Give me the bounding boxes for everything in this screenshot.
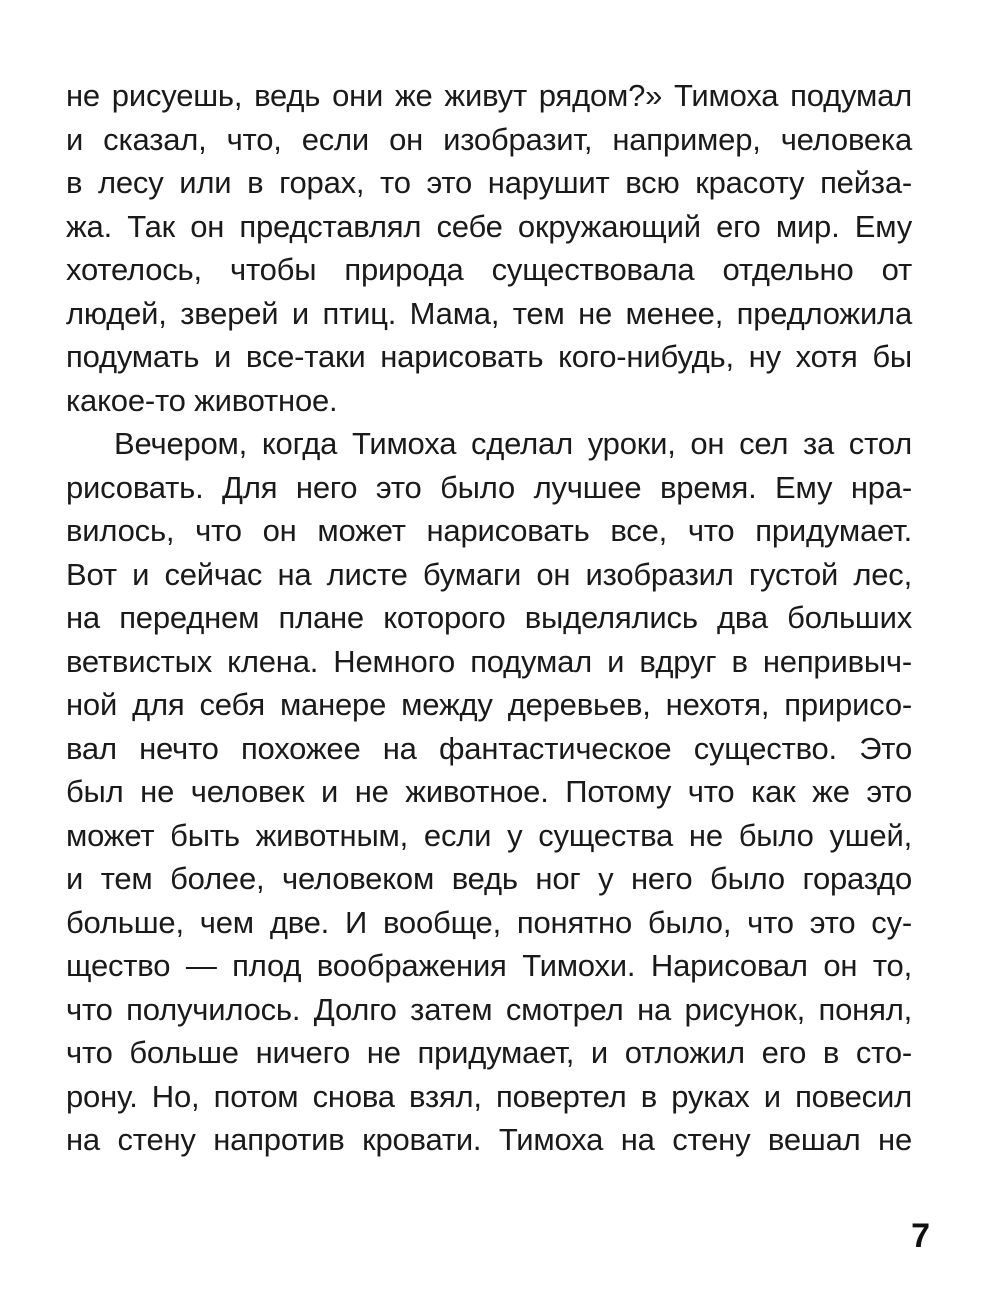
page-number: 7 [911, 1217, 930, 1255]
text-line: Вот и сейчас на листе бумаги он изобразил густой лес, [66, 556, 912, 592]
text-line: и тем более, человеком ведь ног у него было гораздо [66, 861, 912, 896]
text-line: щество — плод воображения Тимохи. Нарисовал он то, [66, 948, 912, 983]
body-text [66, 74, 912, 1162]
text-line: на стену напротив кровати. Тимоха на стену вешал не [66, 1122, 912, 1157]
text-line: людей, зверей и птиц. Мама, тем не менее, предложила [66, 295, 912, 331]
paragraph-end-line: какое-то животное. [66, 382, 338, 418]
text-line: ветвистых клена. Немного подумал и вдруг в непривыч- [66, 643, 912, 679]
text-line: хотелось, чтобы природа существовала отдельно от [66, 252, 912, 287]
text-line: рону. Но, потом снова взял, повертел в руках и повесил [66, 1078, 912, 1114]
text-line: вилось, что он может нарисовать все, что придумает. [66, 513, 912, 548]
text-line: больше, чем две. И вообще, понятно было, что это су- [66, 904, 912, 940]
text-line: жа. Так он представлял себе окружающий его мир. Ему [66, 208, 912, 244]
text-line: что получилось. Долго затем смотрел на рисунок, понял, [66, 991, 912, 1027]
text-line: рисовать. Для него это было лучшее время. Ему нра- [66, 469, 912, 505]
paragraph-start-line: Вечером, когда Тимоха сделал уроки, он сел за стол [114, 426, 912, 461]
text-line: в лесу или в горах, то это нарушит всю красоту пейза- [66, 165, 912, 200]
text-line: подумать и все-таки нарисовать кого-нибудь, ну хотя бы [66, 339, 912, 374]
text-line: ной для себя манере между деревьев, нехотя, пририсо- [66, 687, 912, 722]
text-line: может быть животным, если у существа не было ушей, [66, 817, 912, 853]
text-line: на переднем плане которого выделялись два больших [66, 600, 912, 635]
text-line: что больше ничего не придумает, и отложил его в сто- [66, 1035, 912, 1070]
text-line: был не человек и не животное. Потому что как же это [66, 774, 912, 809]
text-line: вал нечто похожее на фантастическое существо. Это [66, 730, 912, 766]
text-line: и сказал, что, если он изобразит, например, человека [66, 121, 912, 157]
text-line: не рисуешь, ведь они же живут рядом?» Тимоха подумал [66, 78, 912, 113]
